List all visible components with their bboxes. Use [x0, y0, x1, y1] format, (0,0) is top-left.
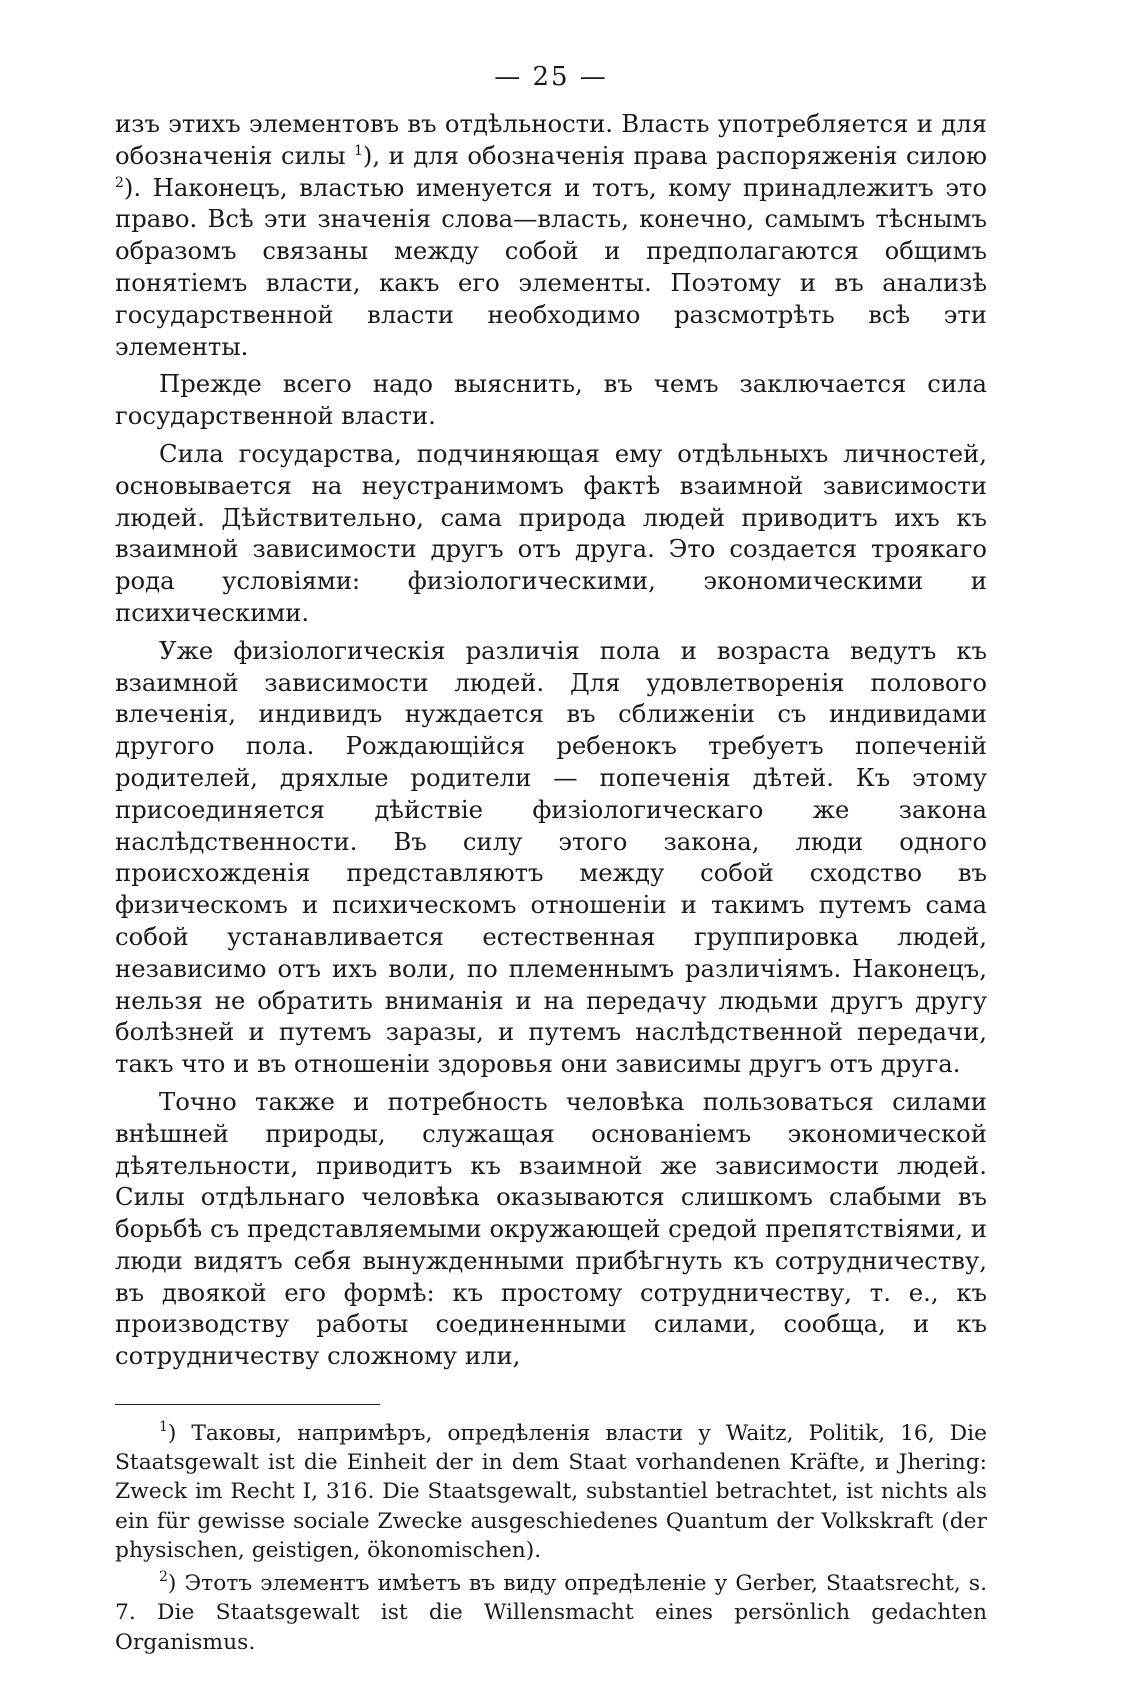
footnote-divider: [115, 1404, 380, 1405]
book-page: [115, 60, 987, 1657]
footnote-1: [115, 1419, 987, 1565]
paragraph: Точно также и потребность человѣка пользоваться силами внѣшней природы, служащая основаніемъ экономической дѣятельности, приводитъ къ взаимной же зависимости людей. Силы отдѣльнаго человѣка оказываются слишкомъ слабыми въ борьбѣ съ представляемыми окружающей средой препятствіями, и люди видятъ себя вынужденными прибѣгнуть къ сотрудничеству, въ двоякой его формѣ: къ простому сотрудничеству, т. е., къ производству работы соединенными силами, сообща, и къ сотрудничеству сложному или,: [115, 1086, 987, 1371]
footnote-ref-2[interactable]: 2: [115, 174, 124, 191]
footnote-text: ) Таковы, напримѣръ, опредѣленія власти у Waitz, Politik, 16, Die Staatsgewalt ist die Einheit der in dem Staat vorhandenen Kräfte, и Jhering: Zweck im Recht I, 316. Die Staatsgewalt, substantiel betrachtet, ist nichts als ein für gewisse sociale Zwecke ausgeschiedenes Quantum der Volkskraft (der physischen, geistigen, ökonomischen).: [115, 1421, 987, 1563]
footnote-marker: 2: [159, 1569, 168, 1586]
paragraph: Уже физіологическія различія пола и возраста ведутъ къ взаимной зависимости людей. Для удовлетворенія полового влеченія, индивидъ нуждается въ сближеніи съ индивидами другого пола. Рождающійся ребенокъ требуетъ попеченій родителей, дряхлые родители — попеченія дѣтей. Къ этому присоединяется дѣйствіе физіологическаго же закона наслѣдственности. Въ силу этого закона, люди одного происхожденія представляютъ между собой сходство въ физическомъ и психическомъ отношеніи и такимъ путемъ сама собой устанавливается естественная группировка людей, независимо отъ ихъ воли, по племеннымъ различіямъ. Наконецъ, нельзя не обратить вниманія и на передачу людьми другъ другу болѣзней и путемъ заразы, и путемъ наслѣдственной передачи, такъ что и въ отношеніи здоровья они зависимы другъ отъ друга.: [115, 635, 987, 1079]
footnote-marker: 1: [159, 1419, 168, 1436]
page-number: — 25 —: [494, 62, 608, 92]
paragraph: Сила государства, подчиняющая ему отдѣльныхъ личностей, основывается на неустранимомъ фактѣ взаимной зависимости людей. Дѣйствительно, сама природа людей приводитъ ихъ къ взаимной зависимости другъ отъ друга. Это создается троякаго рода условіями: физіологическими, экономическими и психическими.: [115, 438, 987, 627]
paragraph-text: изъ этихъ элементовъ въ отдѣльности. Власть употребляется и для обозначенія силы: [115, 109, 987, 170]
paragraph: Прежде всего надо выяснить, въ чемъ заключается сила государственной власти.: [115, 369, 987, 431]
footnote-2: [115, 1569, 987, 1657]
paragraph-text: ). Наконецъ, властью именуется и тотъ, кому принадлежитъ это право. Всѣ эти значенія слова—власть, конечно, самымъ тѣснымъ образомъ связаны между собой и предполагаются общимъ понятіемъ власти, какъ его элементы. Поэтому и въ анализѣ государственной власти необходимо разсмотрѣть всѣ эти элементы.: [115, 172, 987, 361]
footnote-text: ) Этотъ элементъ имѣетъ въ виду опредѣленіе у Gerber, Staatsrecht, s. 7. Die Staatsgewalt ist die Willensmacht eines persönlich gedachten Organismus.: [115, 1571, 987, 1655]
paragraph-text: ), и для обозначенія права распоряженія силою: [362, 140, 987, 170]
paragraph-continued: [115, 108, 987, 362]
footnote-ref-1[interactable]: 1: [354, 142, 363, 159]
